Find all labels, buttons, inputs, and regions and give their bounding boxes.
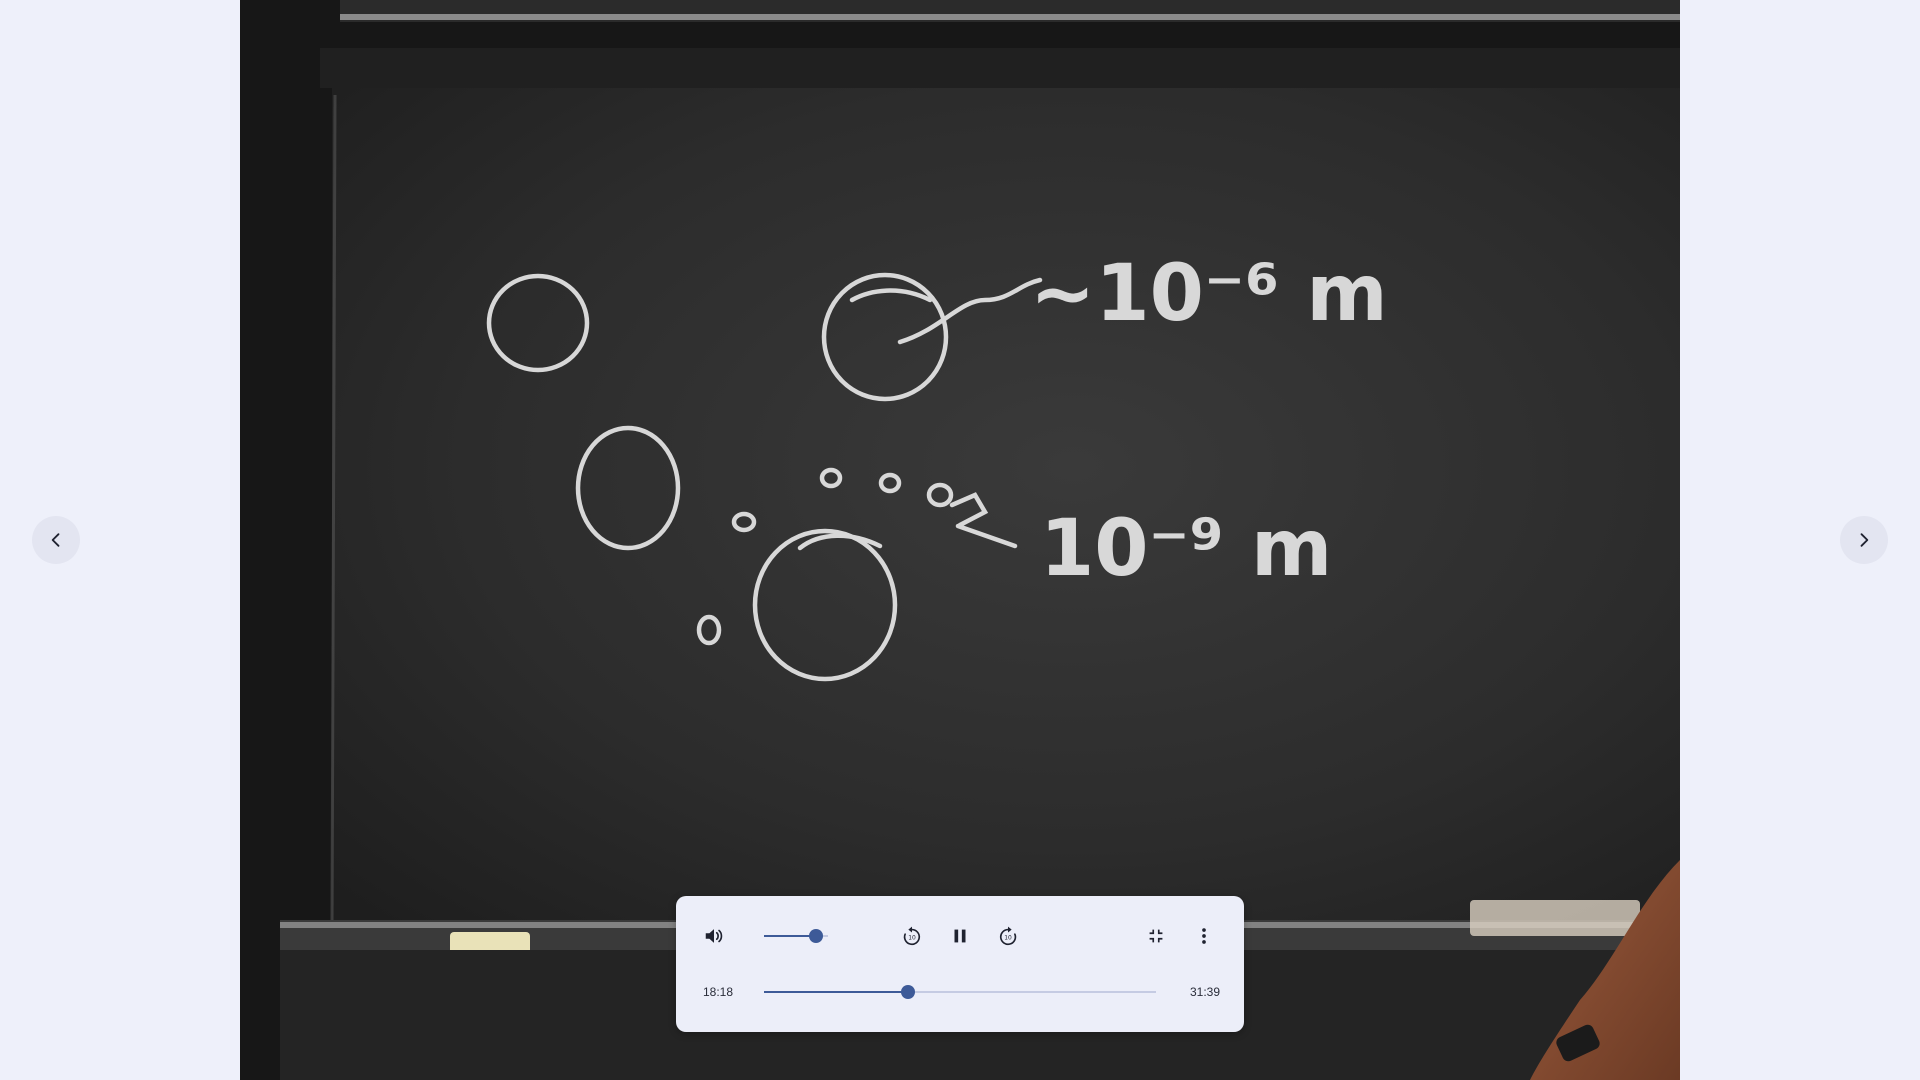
volume-slider[interactable]	[764, 935, 828, 937]
exit-fullscreen-icon	[1145, 925, 1167, 947]
next-button[interactable]	[1840, 516, 1888, 564]
chevron-left-icon	[46, 530, 66, 550]
seek-handle[interactable]	[901, 985, 915, 999]
current-time: 18:18	[703, 985, 734, 999]
volume-handle[interactable]	[809, 929, 823, 943]
seek-progress	[764, 991, 908, 993]
seek-bar[interactable]	[764, 991, 1156, 993]
previous-button[interactable]	[32, 516, 80, 564]
total-duration: 31:39	[1190, 985, 1221, 999]
chevron-right-icon	[1854, 530, 1874, 550]
rewind-10-button[interactable]	[896, 920, 928, 952]
more-options-button[interactable]	[1188, 920, 1220, 952]
pause-button[interactable]	[944, 920, 976, 952]
volume-up-icon	[703, 925, 725, 947]
replay-10-icon	[901, 925, 923, 947]
board-label-lower: 10⁻⁹ m	[1040, 504, 1333, 594]
board-label-upper: ~10⁻⁶ m	[1030, 249, 1388, 339]
playback-controls	[676, 896, 1244, 1032]
forward-10-icon	[997, 925, 1019, 947]
forward-10-button[interactable]	[992, 920, 1024, 952]
pause-icon	[949, 925, 971, 947]
more-vert-icon	[1193, 925, 1215, 947]
volume-button[interactable]	[698, 920, 730, 952]
svg-text:10: 10	[1004, 934, 1012, 942]
exit-fullscreen-button[interactable]	[1140, 920, 1172, 952]
svg-text:10: 10	[908, 934, 916, 942]
